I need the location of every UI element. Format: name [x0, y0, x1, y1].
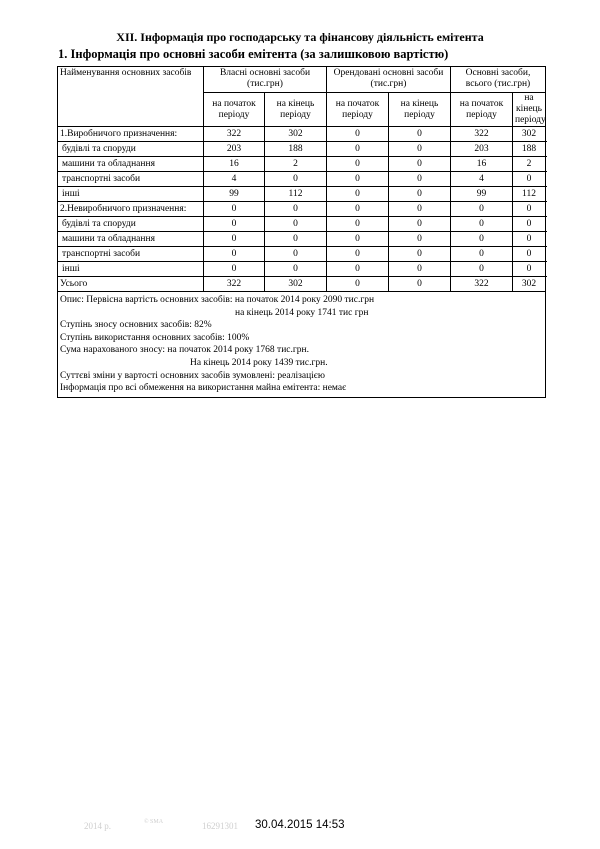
- value-cell: 0: [389, 142, 451, 157]
- row-label: будівлі та споруди: [58, 142, 204, 157]
- value-cell: 203: [204, 142, 265, 157]
- value-cell: 0: [265, 217, 327, 232]
- table-row: [58, 187, 546, 202]
- footer-year: 2014 р.: [84, 821, 111, 831]
- footer-code: 16291301: [202, 821, 238, 831]
- column-header-period-end: на кінець періоду: [513, 93, 546, 127]
- value-cell: 302: [513, 127, 546, 142]
- column-header-period-end: на кінець періоду: [265, 93, 327, 127]
- value-cell: 322: [204, 277, 265, 292]
- note-line: Ступінь використання основних засобів: 100%: [60, 332, 250, 343]
- value-cell: 0: [265, 232, 327, 247]
- value-cell: 2: [265, 157, 327, 172]
- value-cell: 0: [389, 127, 451, 142]
- row-label: 2.Невиробничого призначення:: [58, 202, 204, 217]
- value-cell: 0: [327, 247, 389, 262]
- value-cell: 16: [204, 157, 265, 172]
- table-row: [58, 157, 546, 172]
- value-cell: 0: [451, 202, 513, 217]
- subsection-title: 1. Інформація про основні засоби емітента (за залишковою вартістю): [58, 47, 449, 61]
- note-line: на кінець 2014 року 1741 тис грн: [235, 307, 369, 318]
- value-cell: 0: [327, 127, 389, 142]
- value-cell: 0: [265, 202, 327, 217]
- row-label: транспортні засоби: [58, 247, 204, 262]
- value-cell: 16: [451, 157, 513, 172]
- row-label: інші: [58, 187, 204, 202]
- row-label: 1.Виробничого призначення:: [58, 127, 204, 142]
- row-label: транспортні засоби: [58, 172, 204, 187]
- value-cell: 0: [451, 247, 513, 262]
- value-cell: 0: [265, 262, 327, 277]
- value-cell: 0: [204, 232, 265, 247]
- value-cell: 0: [327, 232, 389, 247]
- table-row: [58, 247, 546, 262]
- value-cell: 112: [513, 187, 546, 202]
- row-label: Усього: [58, 277, 204, 292]
- value-cell: 0: [389, 262, 451, 277]
- value-cell: 0: [204, 247, 265, 262]
- note-line: Ступінь зносу основних засобів: 82%: [60, 320, 212, 331]
- row-label: будівлі та споруди: [58, 217, 204, 232]
- column-group-leased-assets: Орендовані основні засоби (тис.грн): [327, 67, 451, 93]
- value-cell: 0: [513, 247, 546, 262]
- value-cell: 0: [389, 187, 451, 202]
- value-cell: 0: [265, 172, 327, 187]
- value-cell: 0: [451, 217, 513, 232]
- row-label: інші: [58, 262, 204, 277]
- value-cell: 203: [451, 142, 513, 157]
- value-cell: 188: [265, 142, 327, 157]
- value-cell: 0: [265, 247, 327, 262]
- column-header-asset-name: Найменування основних засобів: [58, 67, 204, 127]
- value-cell: 322: [204, 127, 265, 142]
- value-cell: 0: [513, 232, 546, 247]
- value-cell: 0: [327, 217, 389, 232]
- value-cell: 0: [204, 262, 265, 277]
- value-cell: 0: [204, 202, 265, 217]
- value-cell: 112: [265, 187, 327, 202]
- column-group-total-assets: Основні засоби, всього (тис.грн): [451, 67, 546, 93]
- footer-watermark: © SMA: [144, 819, 164, 825]
- value-cell: 0: [389, 172, 451, 187]
- value-cell: 2: [513, 157, 546, 172]
- value-cell: 0: [327, 142, 389, 157]
- value-cell: 0: [451, 232, 513, 247]
- value-cell: 0: [451, 262, 513, 277]
- column-header-period-start: на початок періоду: [327, 93, 389, 127]
- column-group-own-assets: Власні основні засоби (тис.грн): [204, 67, 327, 93]
- value-cell: 322: [451, 127, 513, 142]
- value-cell: 0: [327, 202, 389, 217]
- table-row: [58, 262, 546, 277]
- table-row: [58, 202, 546, 217]
- value-cell: 0: [513, 217, 546, 232]
- value-cell: 0: [389, 247, 451, 262]
- value-cell: 0: [513, 172, 546, 187]
- footer-datetime: 30.04.2015 14:53: [255, 819, 345, 831]
- value-cell: 0: [204, 217, 265, 232]
- column-header-period-end: на кінець періоду: [389, 93, 451, 127]
- value-cell: 99: [204, 187, 265, 202]
- value-cell: 0: [327, 277, 389, 292]
- value-cell: 302: [265, 277, 327, 292]
- value-cell: 0: [513, 202, 546, 217]
- value-cell: 0: [513, 262, 546, 277]
- table-row: [58, 127, 546, 142]
- value-cell: 302: [265, 127, 327, 142]
- value-cell: 0: [327, 172, 389, 187]
- fixed-assets-table: [57, 66, 546, 398]
- note-line: Інформація про всі обмеження на використання майна емітента: немає: [60, 383, 347, 394]
- value-cell: 0: [389, 157, 451, 172]
- value-cell: 0: [389, 217, 451, 232]
- column-header-period-start: на початок періоду: [204, 93, 265, 127]
- value-cell: 0: [327, 187, 389, 202]
- table-row: [58, 142, 546, 157]
- row-label: машини та обладнання: [58, 157, 204, 172]
- value-cell: 322: [451, 277, 513, 292]
- value-cell: 4: [451, 172, 513, 187]
- note-line: Опис: Первісна вартість основних засобів: на початок 2014 року 2090 тис.грн: [60, 295, 375, 305]
- value-cell: 4: [204, 172, 265, 187]
- column-header-period-start: на початок періоду: [451, 93, 513, 127]
- value-cell: 0: [327, 157, 389, 172]
- table-row: [58, 172, 546, 187]
- value-cell: 302: [513, 277, 546, 292]
- note-line: На кінець 2014 року 1439 тис.грн.: [190, 357, 328, 368]
- table-row: [58, 232, 546, 247]
- value-cell: 0: [327, 262, 389, 277]
- value-cell: 188: [513, 142, 546, 157]
- note-line: Сума нарахованого зносу: на початок 2014 року 1768 тис.грн.: [60, 345, 309, 356]
- table-row: [58, 277, 546, 292]
- value-cell: 99: [451, 187, 513, 202]
- value-cell: 0: [389, 202, 451, 217]
- row-label: машини та обладнання: [58, 232, 204, 247]
- value-cell: 0: [389, 277, 451, 292]
- note-line: Суттєві зміни у вартості основних засобів зумовлені: реалізацією: [60, 370, 325, 381]
- value-cell: 0: [389, 232, 451, 247]
- table-row: [58, 217, 546, 232]
- section-title: XII. Інформація про господарську та фінансову діяльність емітента: [116, 30, 484, 44]
- notes-cell: [58, 292, 546, 398]
